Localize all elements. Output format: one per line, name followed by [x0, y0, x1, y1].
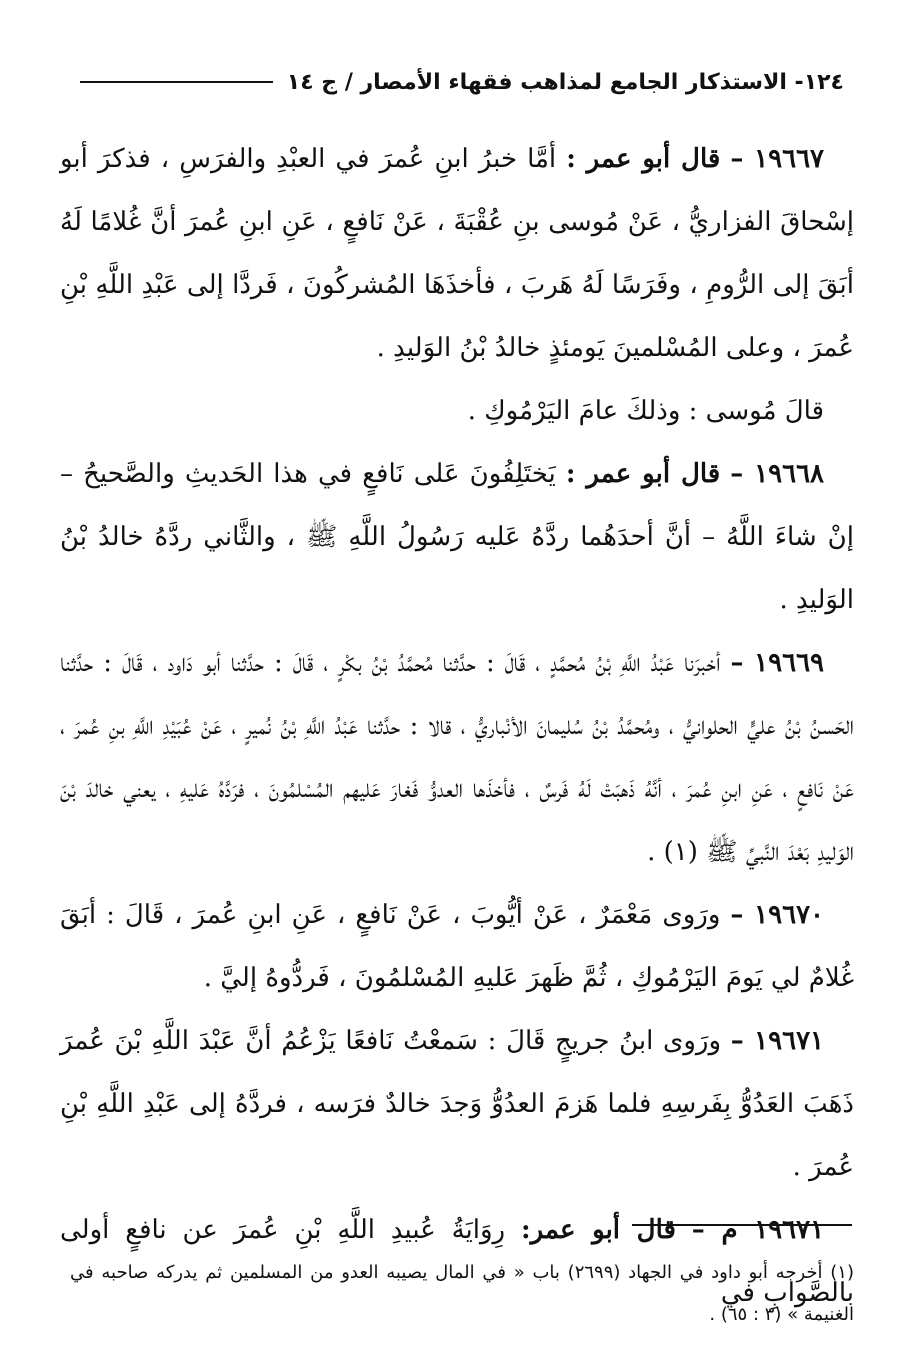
paragraph-lead: قال أبو عمر :: [566, 144, 721, 174]
paragraph-text: يَختَلِفُونَ عَلى نَافعٍ في هذا الحَديثِ والصَّحيحُ – إنْ شاءَ اللَّهُ – أنَّ أحدَهُما ردَّهُ عَليه رَسُولُ اللَّهِ ﷺ ، والثَّاني ردَّهُ خالدُ بْنُ الوَليدِ .: [60, 459, 854, 615]
paragraph-number: ١٩٦٦٩ –: [730, 648, 824, 678]
paragraph-number: ١٩٦٧٠ –: [730, 900, 824, 930]
paragraph-19670: [60, 884, 854, 1010]
paragraph-text: ورَوى ابنُ جريجٍ قَالَ : سَمعْتُ نَافعًا يَزْعُمُ أنَّ عَبْدَ اللَّهِ بْنَ عُمرَ ذَهَبَ العَدُوُّ بِفَرسِهِ فلما هَزمَ العدُوُّ وَجدَ خالدٌ فرَسه ، فردَّهُ إلى عَبْدِ اللَّهِ بْنِ عُمرَ .: [60, 1026, 854, 1182]
paragraph-19667: [60, 128, 854, 380]
paragraph-lead: قال أبو عمر :: [565, 459, 721, 489]
running-header: ١٢٤- الاستذكار الجامع لمذاهب فقهاء الأمصار / ج ١٤: [286, 69, 844, 95]
paragraph-text: أخبرَنا عَبْدُ اللَّهِ بْنُ مُحمَّدٍ ، قَالَ : حدَّثنا مُحمَّدُ بْنُ بكْرٍ ، قَالَ : حدَّثنا أبو دَاود ، قَالَ : حدَّثنا الحَسنُ بْنُ عليٍّ الحلوانيُّ ، ومُحمَّدُ بْنُ سُليمانَ الأنْباريُّ ، قالا : حدَّثنا عَبْدُ اللَّهِ بْنُ نُميرٍ ، عَنْ عُبَيْدِ اللَّهِ بنِ عُمرَ ، عَنْ نَافعٍ ، عَنِ ابنِ عُمرَ ، أنَّهُ ذَهبَتْ لَهُ فَرسٌ ، فأخذَها العدوُّ فَغارَ عَليهم المُسْلمُونَ ، فرَدَّهُ عَليهِ ، يعني خالدَ بْنَ الوَليدِ بَعْدَ النَّبيِّ ﷺ (١) .: [60, 648, 854, 867]
paragraph-19669: [60, 632, 854, 884]
paragraph-text: ورَوى مَعْمَرٌ ، عَنْ أيُّوبَ ، عَنْ نَافعٍ ، عَنِ ابنِ عُمرَ ، قَالَ : أبَقَ غُلامٌ لي يَومَ اليَرْمُوكِ ، ثُمَّ ظَهرَ عَليهِ المُسْلمُونَ ، فَردُّوهُ إليَّ .: [60, 900, 854, 993]
paragraph-text: أمَّا خبرُ ابنِ عُمرَ في العبْدِ والفرَسِ ، فذكرَ أبو إسْحاقَ الفزاريُّ ، عَنْ مُوسى بنِ عُقْبَةَ ، عَنْ نَافعٍ ، عَنِ ابنِ عُمرَ أنَّ غُلامًا لَهُ أبَقَ إلى الرُّومِ ، وفَرَسًا لَهُ هَربَ ، فأخذَهَا المُشركُونَ ، فَردَّا إلى عَبْدِ اللَّهِ بْنِ عُمرَ ، وعلى المُسْلمينَ يَومئذٍ خالدُ بْنُ الوَليدِ .: [60, 144, 854, 363]
footnote-rule: [632, 1224, 852, 1226]
page-header: [80, 62, 844, 102]
paragraph-number: ١٩٦٧١ م –: [691, 1215, 825, 1245]
paragraph-text: رِوَايَةُ عُبيدِ اللَّهِ بْنِ عُمرَ عن نافعٍ أولى بالصَّوابِ في: [60, 1215, 854, 1308]
paragraph-lead: قال أبو عمر:: [521, 1215, 676, 1245]
paragraph-text: قالَ مُوسى : وذلكَ عامَ اليَرْمُوكِ .: [467, 396, 824, 426]
paragraph-19671: [60, 1010, 854, 1199]
paragraph-19668: [60, 443, 854, 632]
header-rule: [80, 81, 273, 83]
paragraph-number: ١٩٦٧١ –: [730, 1026, 824, 1056]
paragraph-number: ١٩٦٦٧ –: [730, 144, 824, 174]
paragraph-musa: [60, 380, 854, 443]
paragraph-number: ١٩٦٦٨ –: [730, 459, 825, 489]
footnote: (١) أخرجه أبو داود في الجهاد (٢٦٩٩) باب « في المال يصيبه العدو من المسلمين ثم يدركه صاحبه في الغنيمة » (٣ : ٦٥) .: [70, 1262, 854, 1325]
main-text: [60, 128, 854, 1325]
